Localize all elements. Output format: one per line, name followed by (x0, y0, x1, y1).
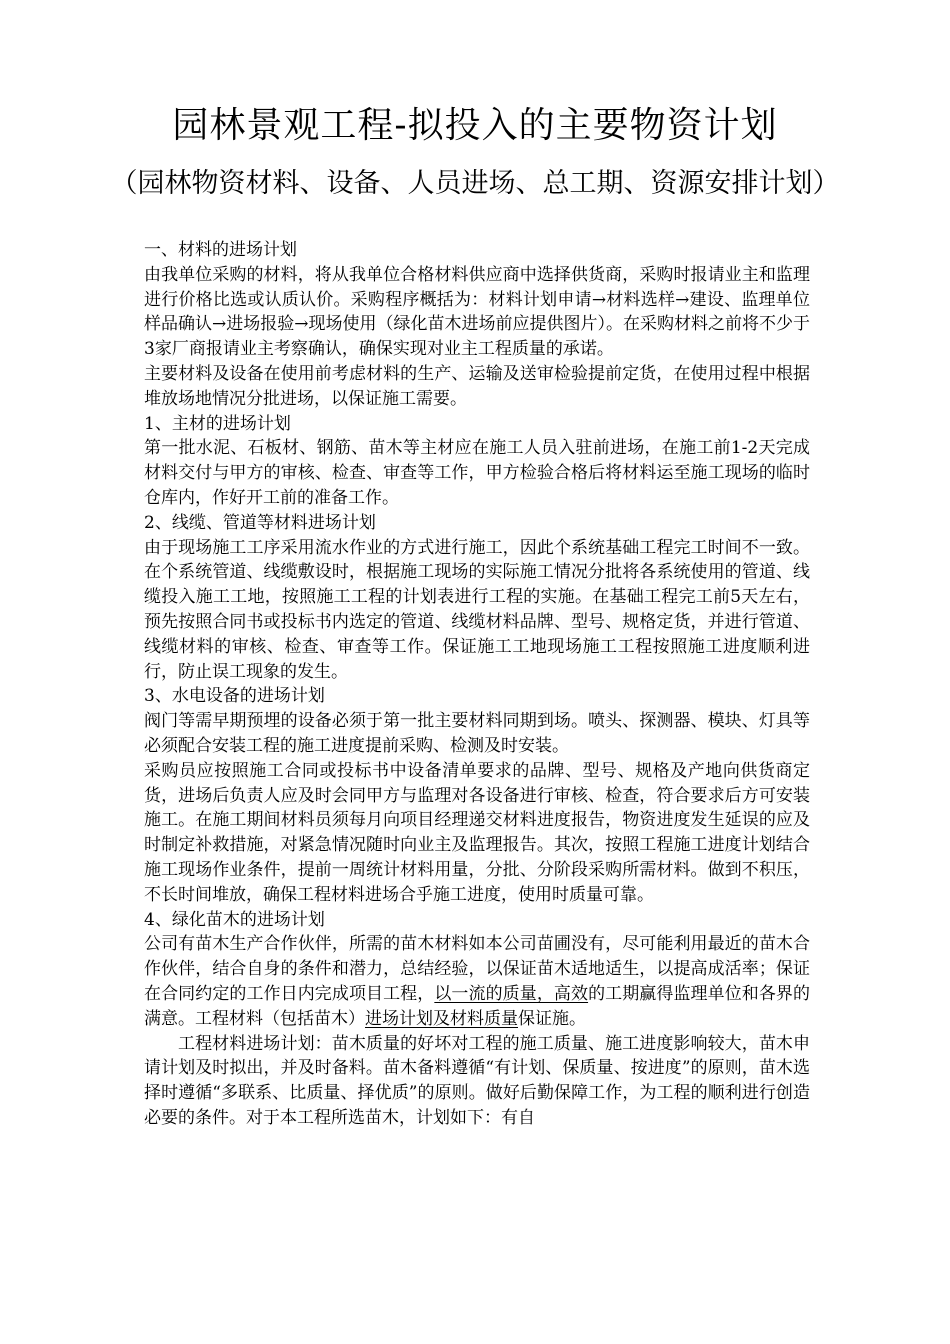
subsection-heading: 1、主材的进场计划 (144, 413, 291, 434)
document-body (144, 238, 810, 1131)
subsection-heading: 2、线缆、管道等材料进场计划 (144, 512, 376, 533)
paragraph: 阀门等需早期预埋的设备必须于第一批主要材料同期到场。喷头、探测器、模块、灯具等必须配合安装工程的施工进度提前采购、检测及时安装。 (144, 711, 810, 756)
subsection-heading: 3、水电设备的进场计划 (144, 686, 325, 707)
paragraph: 由我单位采购的材料，将从我单位合格材料供应商中选择供货商，采购时报请业主和监理进行价格比选或认质认价。采购程序概括为：材料计划申请→材料选样→建设、监理单位样品确认→进场报验→现场使用（绿化苗木进场前应提供图片）。在采购材料之前将不少于3家厂商报请业主考察确认，确保实现对业主工程质量的承诺。 (144, 264, 810, 360)
text-run: 公司有苗木生产合作伙伴，所需的苗木材料如本公司苗圃没有，尽可能利用最近的苗木合作伙伴，结合自身的条件和潜力，总结经验，以保证苗木适地适生，以提高成活率；保证在合同约定的工作日内完成项目工程， (144, 934, 810, 1004)
paragraph: 第一批水泥、石板材、钢筋、苗木等主材应在施工人员入驻前进场，在施工前1-2天完成材料交付与甲方的审核、检查、审查等工作，甲方检验合格后将材料运至施工现场的临时仓库内，作好开工前的准备工作。 (144, 438, 810, 508)
underlined-text: 以一流的质量，高效 (434, 983, 589, 1004)
paragraph: 采购员应按照施工合同或投标书中设备清单要求的品牌、型号、规格及产地向供货商定货，进场后负责人应及时会同甲方与监理对各设备进行审核、检查，符合要求后方可安装施工。在施工期间材料员须每月向项目经理递交材料进度报告，物资进度发生延误的应及时制定补救措施，对紧急情况随时向业主及监理报告。其次，按照工程施工进度计划结合施工现场作业条件，提前一周统计材料用量，分批、分阶段采购所需材料。做到不积压，不长时间堆放，确保工程材料进场合乎施工进度，使用时质量可靠。 (144, 760, 810, 905)
underlined-text: 进场计划及材料质量 (365, 1008, 518, 1029)
document-subtitle: （园林物资材料、设备、人员进场、总工期、资源安排计划） (110, 168, 840, 199)
text-run: 保证施。 (518, 1008, 586, 1029)
paragraph: 主要材料及设备在使用前考虑材料的生产、运输及送审检验提前定货，在使用过程中根据堆放场地情况分批进场，以保证施工需要。 (144, 363, 810, 409)
section-heading: 一、材料的进场计划 (144, 240, 297, 260)
text-run: 的工期赢得监理单位和各界的满意。工程材料（包括苗木） (144, 983, 811, 1029)
paragraph: 工程材料进场计划：苗木质量的好坏对工程的施工质量、施工进度影响较大，苗木申请计划及时拟出，并及时备料。苗木备料遵循“有计划、保质量、按进度”的原则，苗木选择时遵循“多联系、比质量、择优质”的原则。做好后勤保障工作，为工程的顺利进行创造必要的条件。对于本工程所选苗木，计划如下：有自 (144, 1033, 810, 1128)
paragraph (144, 932, 810, 1031)
document-title: 园林景观工程-拟投入的主要物资计划 (172, 105, 778, 146)
paragraph: 由于现场施工工序采用流水作业的方式进行施工，因此个系统基础工程完工时间不一致。在个系统管道、线缆敷设时，根据施工现场的实际施工情况分批将各系统使用的管道、线缆投入施工工地，按照施工工程的计划表进行工程的实施。在基础工程完工前5天左右，预先按照合同书或投标书内选定的管道、线缆材料品牌、型号、规格定货，并进行管道、线缆材料的审核、检查、审查等工作。保证施工工地现场施工工程按照施工进度顺利进行，防止误工现象的发生。 (144, 537, 810, 682)
subsection-heading: 4、绿化苗木的进场计划 (144, 909, 325, 930)
